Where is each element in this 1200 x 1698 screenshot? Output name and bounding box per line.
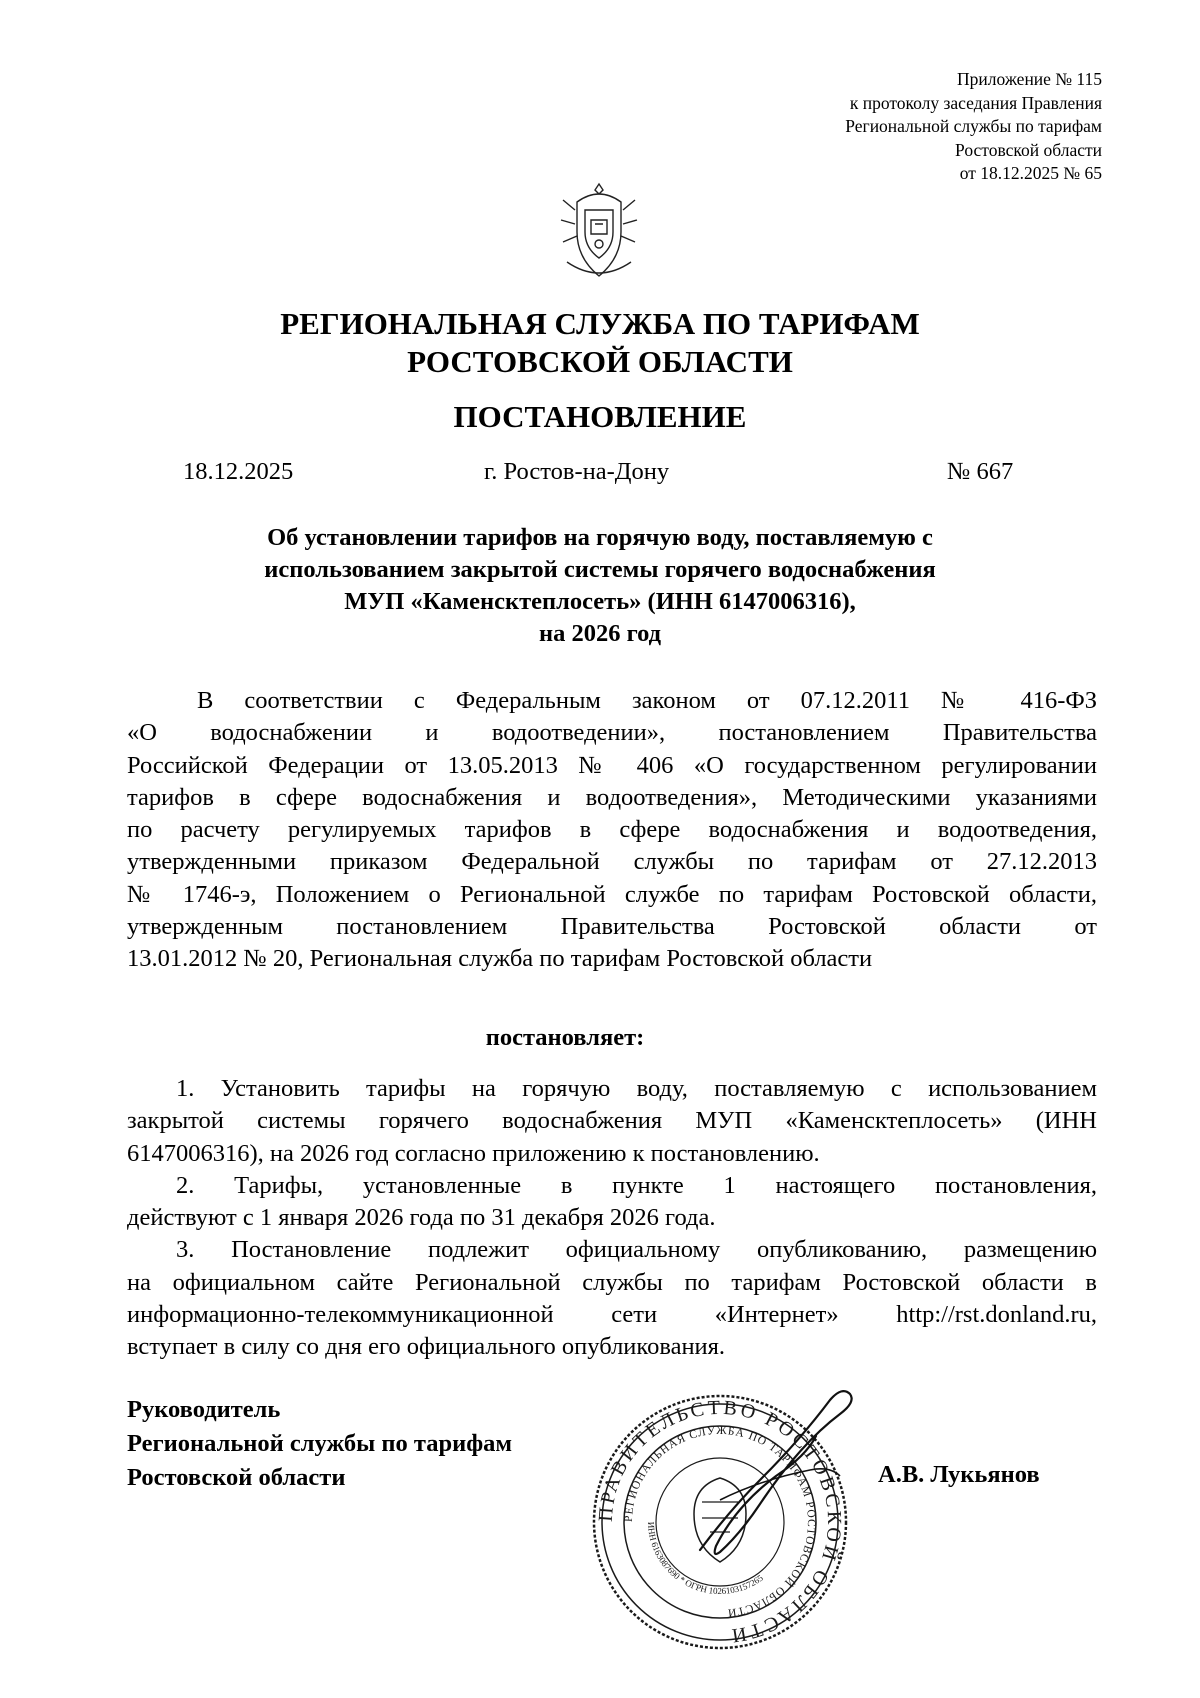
preamble-line: Российской Федерации от 13.05.2013 № 406 «О государственном регулировании — [127, 751, 1097, 779]
item-1-line: закрытой системы горячего водоснабжения МУП «Каменсктеплосеть» (ИНН — [127, 1107, 1097, 1135]
annex-line: к протоколу заседания Правления — [849, 92, 1102, 113]
stamp-inner-text: РЕГИОНАЛЬНАЯ СЛУЖБА ПО ТАРИФАМ РОСТОВСКОЙ ОБЛАСТИ — [622, 1424, 818, 1619]
signatory-title-line: Ростовской области — [127, 1464, 346, 1491]
title-line: Об установлении тарифов на горячую воду, поставляемую с — [267, 524, 933, 551]
handwritten-signature — [690, 1380, 880, 1580]
preamble-line: утвержденным постановлением Правительства Ростовской области от — [127, 913, 1097, 941]
item-3-line: информационно-телекоммуникационной сети «Интернет» http://rst.donland.ru, — [127, 1301, 1097, 1329]
document-title — [150, 522, 1050, 650]
preamble-line: 13.01.2012 № 20, Региональная служба по тарифам Ростовской области — [127, 945, 873, 973]
preamble-line: утвержденными приказом Федеральной службы по тарифам от 27.12.2013 — [127, 848, 1097, 876]
item-3-line: на официальном сайте Региональной службы по тарифам Ростовской области в — [127, 1268, 1097, 1296]
preamble-line: тарифов в сфере водоснабжения и водоотведения», Методическими указаниями — [127, 783, 1097, 811]
annex-line: Приложение № 115 — [957, 69, 1102, 89]
signatory-title-line: Руководитель — [127, 1396, 281, 1423]
item-2-line: действуют с 1 января 2026 года по 31 декабря 2026 года. — [127, 1204, 716, 1232]
annex-reference — [845, 68, 1102, 186]
org-line: РЕГИОНАЛЬНАЯ СЛУЖБА ПО ТАРИФАМ — [280, 306, 920, 341]
preamble — [127, 685, 1097, 976]
decree-items — [127, 1073, 1097, 1364]
preamble-line: по расчету регулируемых тарифов в сфере водоснабжения и водоотведения, — [127, 816, 1097, 844]
signatory-title-line: Региональной службы по тарифам — [127, 1430, 513, 1457]
item-1-line: 6147006316), на 2026 год согласно приложению к постановлению. — [127, 1139, 820, 1167]
preamble-line: В соответствии с Федеральным законом от 07.12.2011 № 416-ФЗ — [197, 687, 1097, 714]
item-1-line: 1. Установить тарифы на горячую воду, поставляемую с использованием — [176, 1075, 1097, 1102]
decree-word: постановляет: — [485, 1024, 645, 1051]
signatory-name: А.В. Лукьянов — [878, 1461, 1040, 1488]
title-line: МУП «Каменсктеплосеть» (ИНН 6147006316), — [344, 588, 856, 615]
coat-of-arms-icon — [557, 180, 641, 284]
stamp-id-text: ИНН 6163087690 * ОГРН 1026103157265 — [645, 1521, 765, 1597]
signatory-title — [127, 1393, 512, 1495]
item-2-line: 2. Тарифы, установленные в пункте 1 настоящего постановления, — [176, 1171, 1097, 1199]
organization-name — [0, 305, 1200, 381]
annex-line: от 18.12.2025 № 65 — [959, 163, 1102, 183]
title-line: на 2026 год — [538, 620, 662, 647]
org-line: РОСТОВСКОЙ ОБЛАСТИ — [407, 344, 793, 379]
document-number: № 667 — [947, 458, 1014, 485]
stamp-outer-text: ПРАВИТЕЛЬСТВО РОСТОВСКОЙ ОБЛАСТИ — [594, 1396, 846, 1647]
preamble-line: «О водоснабжении и водоотведении», постановлением Правительства — [127, 719, 1097, 747]
document-date: 18.12.2025 — [183, 458, 294, 485]
document-type: ПОСТАНОВЛЕНИЕ — [453, 399, 747, 434]
title-line: использованием закрытой системы горячего водоснабжения — [264, 556, 936, 583]
annex-line: Региональной службы по тарифам — [845, 116, 1102, 136]
item-3-line: 3. Постановление подлежит официальному опубликованию, размещению — [176, 1236, 1097, 1264]
annex-line: Ростовской области — [955, 139, 1102, 160]
document-city: г. Ростов-на-Дону — [484, 458, 670, 485]
preamble-line: № 1746-э, Положением о Региональной службе по тарифам Ростовской области, — [127, 880, 1097, 908]
item-3-line: вступает в силу со дня его официального опубликования. — [127, 1333, 726, 1361]
